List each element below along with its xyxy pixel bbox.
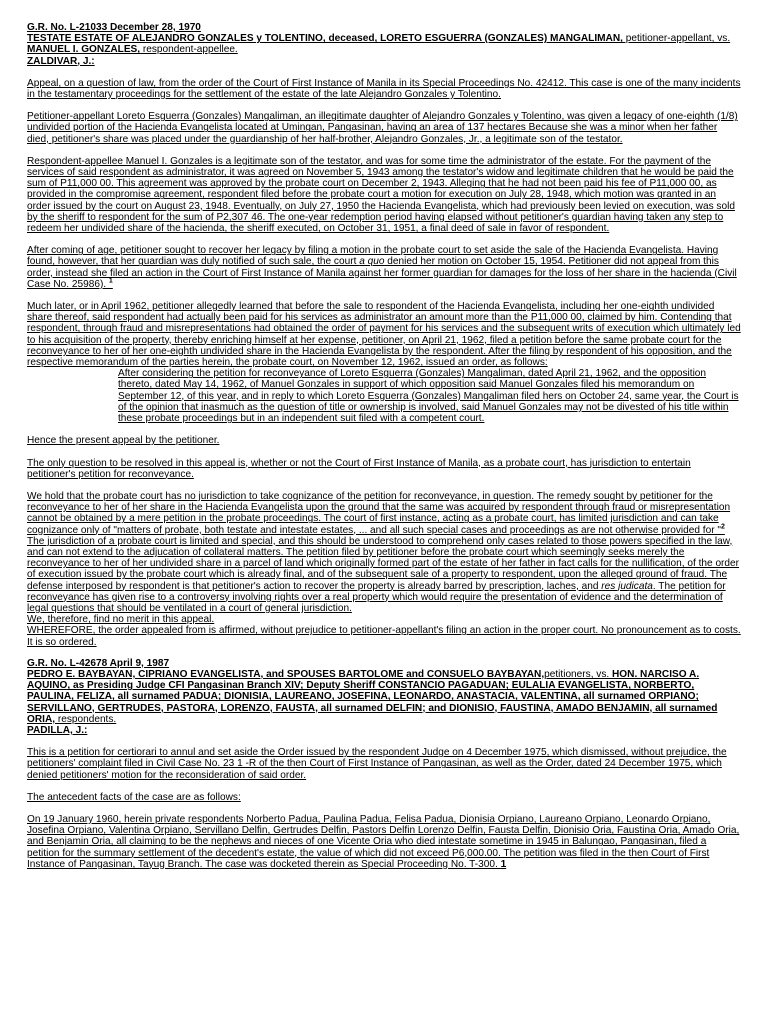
- footnote-link-2[interactable]: 2: [720, 523, 725, 531]
- case1-dispositive: WHEREFORE, the order appealed from is affirmed, without prejudice to petitioner-appellant's filing an action in the proper court. No pronouncement as to costs. It is so ordered.: [27, 625, 741, 648]
- case1-title: TESTATE ESTATE OF ALEJANDRO GONZALES y TOLENTINO, deceased, LORETO ESGUERRA (GONZALES) MANGALIMAN,: [27, 33, 623, 45]
- case2-ponente: PADILLA, J.:: [27, 724, 88, 736]
- case1-paragraph-8-italic: res judicata: [601, 580, 653, 592]
- case1-respondent-name: MANUEL I. GONZALES,: [27, 44, 141, 56]
- case1-caption: [27, 33, 741, 55]
- case1-paragraph-4-text-a: After coming of age, petitioner sought to recover her legacy by filing a motion in the probate court to set aside the sale of the Hacienda Evangelista. Having found, however, that her guardian was duly notified of such sale, the court: [27, 245, 719, 268]
- footnote-link-case2-1[interactable]: 1: [500, 858, 507, 870]
- case1-paragraph-9: We, therefore, find no merit in this appeal.: [27, 614, 215, 626]
- case2-paragraph-2: The antecedent facts of the case are as follows:: [27, 791, 241, 803]
- case2-respondents-role: respondents.: [55, 713, 117, 725]
- case1-paragraph-8-text-a: We hold that the probate court has no jurisdiction to take cognizance of the petition for reconveyance, in question. The remedy sought by petitioner for the reconveyance to her of her share in the Hacienda Evangelista upon the ground that the same was acquired by respondent through fraud or misrepresentation cannot be obtained by a mere petition in the probate proceedings. The court of first instance, acting as a probate court, has limited jurisdiction and can take cognizance only of "matters of probate, both testate and intestate estates, ... and all such special cases and proceedings as are not otherwise provided for ": [27, 490, 731, 536]
- case1-ponente: ZALDIVAR, J.:: [27, 55, 95, 67]
- case1-paragraph-7: The only question to be resolved in this appeal is, whether or not the Court of First Instance of Manila, as a probate court, has jurisdiction to entertain petitioner's petition for reconveyance.: [27, 457, 691, 480]
- case1-gr-number: G.R. No. L-21033 December 28, 1970: [27, 22, 201, 33]
- case1-paragraph-3: Respondent-appellee Manuel I. Gonzales is a legitimate son of the testator, and was for some time the administrator of the estate. For the payment of the services of said respondent as administrator, it was agreed on November 5, 1943 among the testator's widow and legitimate children that he would be paid the sum of P11,000 00. This agreement was approved by the probate court on December 2, 1943. Alleging that he had not been paid his fee of P11,000 00, as provided in the compromise agreement, respondent filed before the probate court a motion for execution on July 28, 1948, which motion was granted in an order issued by the court on August 23, 1948. Eventually, on July 27, 1950 the Hacienda Evangelista, which had previously been levied on execution, was sold by the sheriff to respondent for the sum of P2,307 46. The one-year redemption period having elapsed without petitioner's guardian having taken any step to redeem her undivided share of the hacienda, the sheriff executed, on October 31, 1951, a final deed of sale in favor of respondent.: [27, 155, 735, 235]
- case2-caption: [27, 669, 741, 725]
- case1-paragraph-4-italic: a quo: [359, 256, 385, 268]
- case2-paragraph-3-text: On 19 January 1960, herein private respondents Norberto Padua, Paulina Padua, Felisa Padua, Dionisia Orpiano, Laureano Orpiano, Leonardo Orpiano, Josefina Orpiano, Valentina Orpiano, Servillano Delfin, Gertrudes Delfin, Pastors Delfin Lorenzo Delfin, Fausta Delfin, Dionisio Oria, Faustina Oria, Amado Oria, and Benjamin Oria, all claiming to be the nephews and nieces of one Vicente Oria who died intestate sometime in 1945 in Balungao, Pangasinan, filed a petition for the summary settlement of the decedent's estate, the value of which did not exceed P6,000.00. The petition was filed in the then Court of First Instance of Pangasinan, Tayug Branch. The case was docketed therein as Special Proceeding No. T-300.: [27, 813, 740, 870]
- case1-paragraph-1: Appeal, on a question of law, from the order of the Court of First Instance of Manila in its Special Proceedings No. 42412. This case is one of the many incidents in the testamentary proceedings for the settlement of the estate of the late Alejandro Gonzales y Tolentino.: [27, 77, 741, 101]
- case2-petitioners: PEDRO E. BAYBAYAN, CIPRIANO EVANGELISTA, and SPOUSES BARTOLOME and CONSUELO BAYBAYAN,: [27, 668, 545, 680]
- case1-paragraph-8: [27, 491, 741, 614]
- case2-respondents: HON. NARCISO A. AQUINO, as Presiding Judge CFI Pangasinan Branch XIV; Deputy Sheriff CONSTANCIO PAGADUAN; EULALIA EVANGELISTA, NORBERTO, PAULINA, FELIZA, all surnamed PADUA; DIONISIA, LAUREANO, JOSEFINA, LEONARDO, ANASTACIA, VALENTINA, all surnamed ORPIANO; SERVILLANO, GERTRUDES, PASTORA, LORENZO, FAUSTA, all surnamed DELFIN; and DIONISIO, FAUSTINA, AMADO BENJAMIN, all surnamed ORIA,: [27, 668, 718, 725]
- case1-paragraph-4-text-b: denied her motion on October 15, 1954. Petitioner did not appeal from this order, instead she filed an action in the Court of First Instance of Manila against her former guardian for damages for the loss of her share in the hacienda (Civil Case No. 25986).: [27, 256, 737, 290]
- footnote-link-1[interactable]: 1: [108, 277, 113, 285]
- case1-paragraph-8-text-b: The jurisdiction of a probate court is limited and special, and this should be understood to comprehend only cases related to those powers specified in the law, and can not extend to the adjucation of collateral matters. The petition filed by petitioner before the probate court which seemingly seeks merely the reconveyance to her of her undivided share in a parcel of land which originally formed part of the estate of her father in fact calls for the nullification, of the order of execution issued by the probate court which is already final, and of the subsequent sale of a property to respondent, upon the alleged ground of fraud. The defense interposed by respondent is that petitioner's action to recover the property is already barred by prescription, laches, and: [27, 535, 740, 592]
- case1-block-quote: After considering the petition for reconveyance of Loreto Esguerra (Gonzales) Mangaliman, dated April 21, 1962, and the opposition thereto, dated May 14, 1962, of Manuel Gonzales in support of which opposition said Manuel Gonzales filed his memorandum on September 12, of this year, and in reply to which Loreto Esguerra (Gonzales) Mangaliman filed hers on October 24, same year, the Court is of the opinion that inasmuch as the question of title or ownership is involved, said Manuel Gonzales may not be divested of his title within these probate proceedings but in an independent suit filed with a competent court.: [118, 368, 739, 425]
- case1-paragraph-8-text-c: . The petition for reconveyance has given rise to a controversy involving rights over a real property which would require the presentation of evidence and the determination of legal questions that should be ventilated in a court of general jurisdiction.: [27, 580, 726, 614]
- case2-paragraph-1: This is a petition for certiorari to annul and set aside the Order issued by the respondent Judge on 4 December 1975, which dismissed, without prejudice, the petitioners' complaint filed in Civil Case No. 23 1 -R of the then Court of First Instance of Pangasinan, as well as the Order, dated 24 December 1975, which denied petitioners' motion for the reconsideration of said order.: [27, 747, 727, 781]
- case2-gr-number: G.R. No. L-42678 April 9, 1987: [27, 657, 170, 669]
- case1-paragraph-5: Much later, or in April 1962, petitioner allegedly learned that before the sale to respondent of the Hacienda Evangelista, including her one-eighth undivided share thereof, said respondent had actually been paid for his services as administrator an amount more than the P11,000 00, claimed by him. Contending that respondent, through fraud and misrepresentations had obtained the order of payment for his services and the subsequent writs of execution which ultimately led to his acquisition of the property, thereby enriching himself at her expense, petitioner, on April 21, 1962, filed a petition before the same probate court for the reconveyance to her of her one-eighth undivided share in the Hacienda Evangelista by the respondent. After the filing by respondent of his opposition, and the respective memorandum of the parties herein, the probate court, on November 12, 1962, issued an order, as follows:: [27, 301, 741, 369]
- case2-paragraph-3: [27, 814, 741, 870]
- case1-paragraph-6: Hence the present appeal by the petitioner.: [27, 435, 220, 447]
- case1-paragraph-2: Petitioner-appellant Loreto Esguerra (Gonzales) Mangaliman, an illegitimate daughter of Alejandro Gonzales y Tolentino, was given a legacy of one-eighth (1/8) undivided portion of the Hacienda Evangelista located at Umingan, Pangasinan, having an area of 137 hectares Because she was a minor when her father died, petitioner's share was placed under the guardianship of her half-brother, Alejandro Gonzales, Jr., a legitimate son of the testator.: [27, 111, 738, 145]
- document-page: [27, 22, 741, 870]
- case1-respondent-role: respondent-appellee.: [140, 44, 238, 56]
- case2-petitioners-role: petitioners, vs.: [544, 668, 613, 680]
- case1-paragraph-4: [27, 245, 741, 290]
- case1-petitioner-role: petitioner-appellant, vs.: [622, 33, 731, 45]
